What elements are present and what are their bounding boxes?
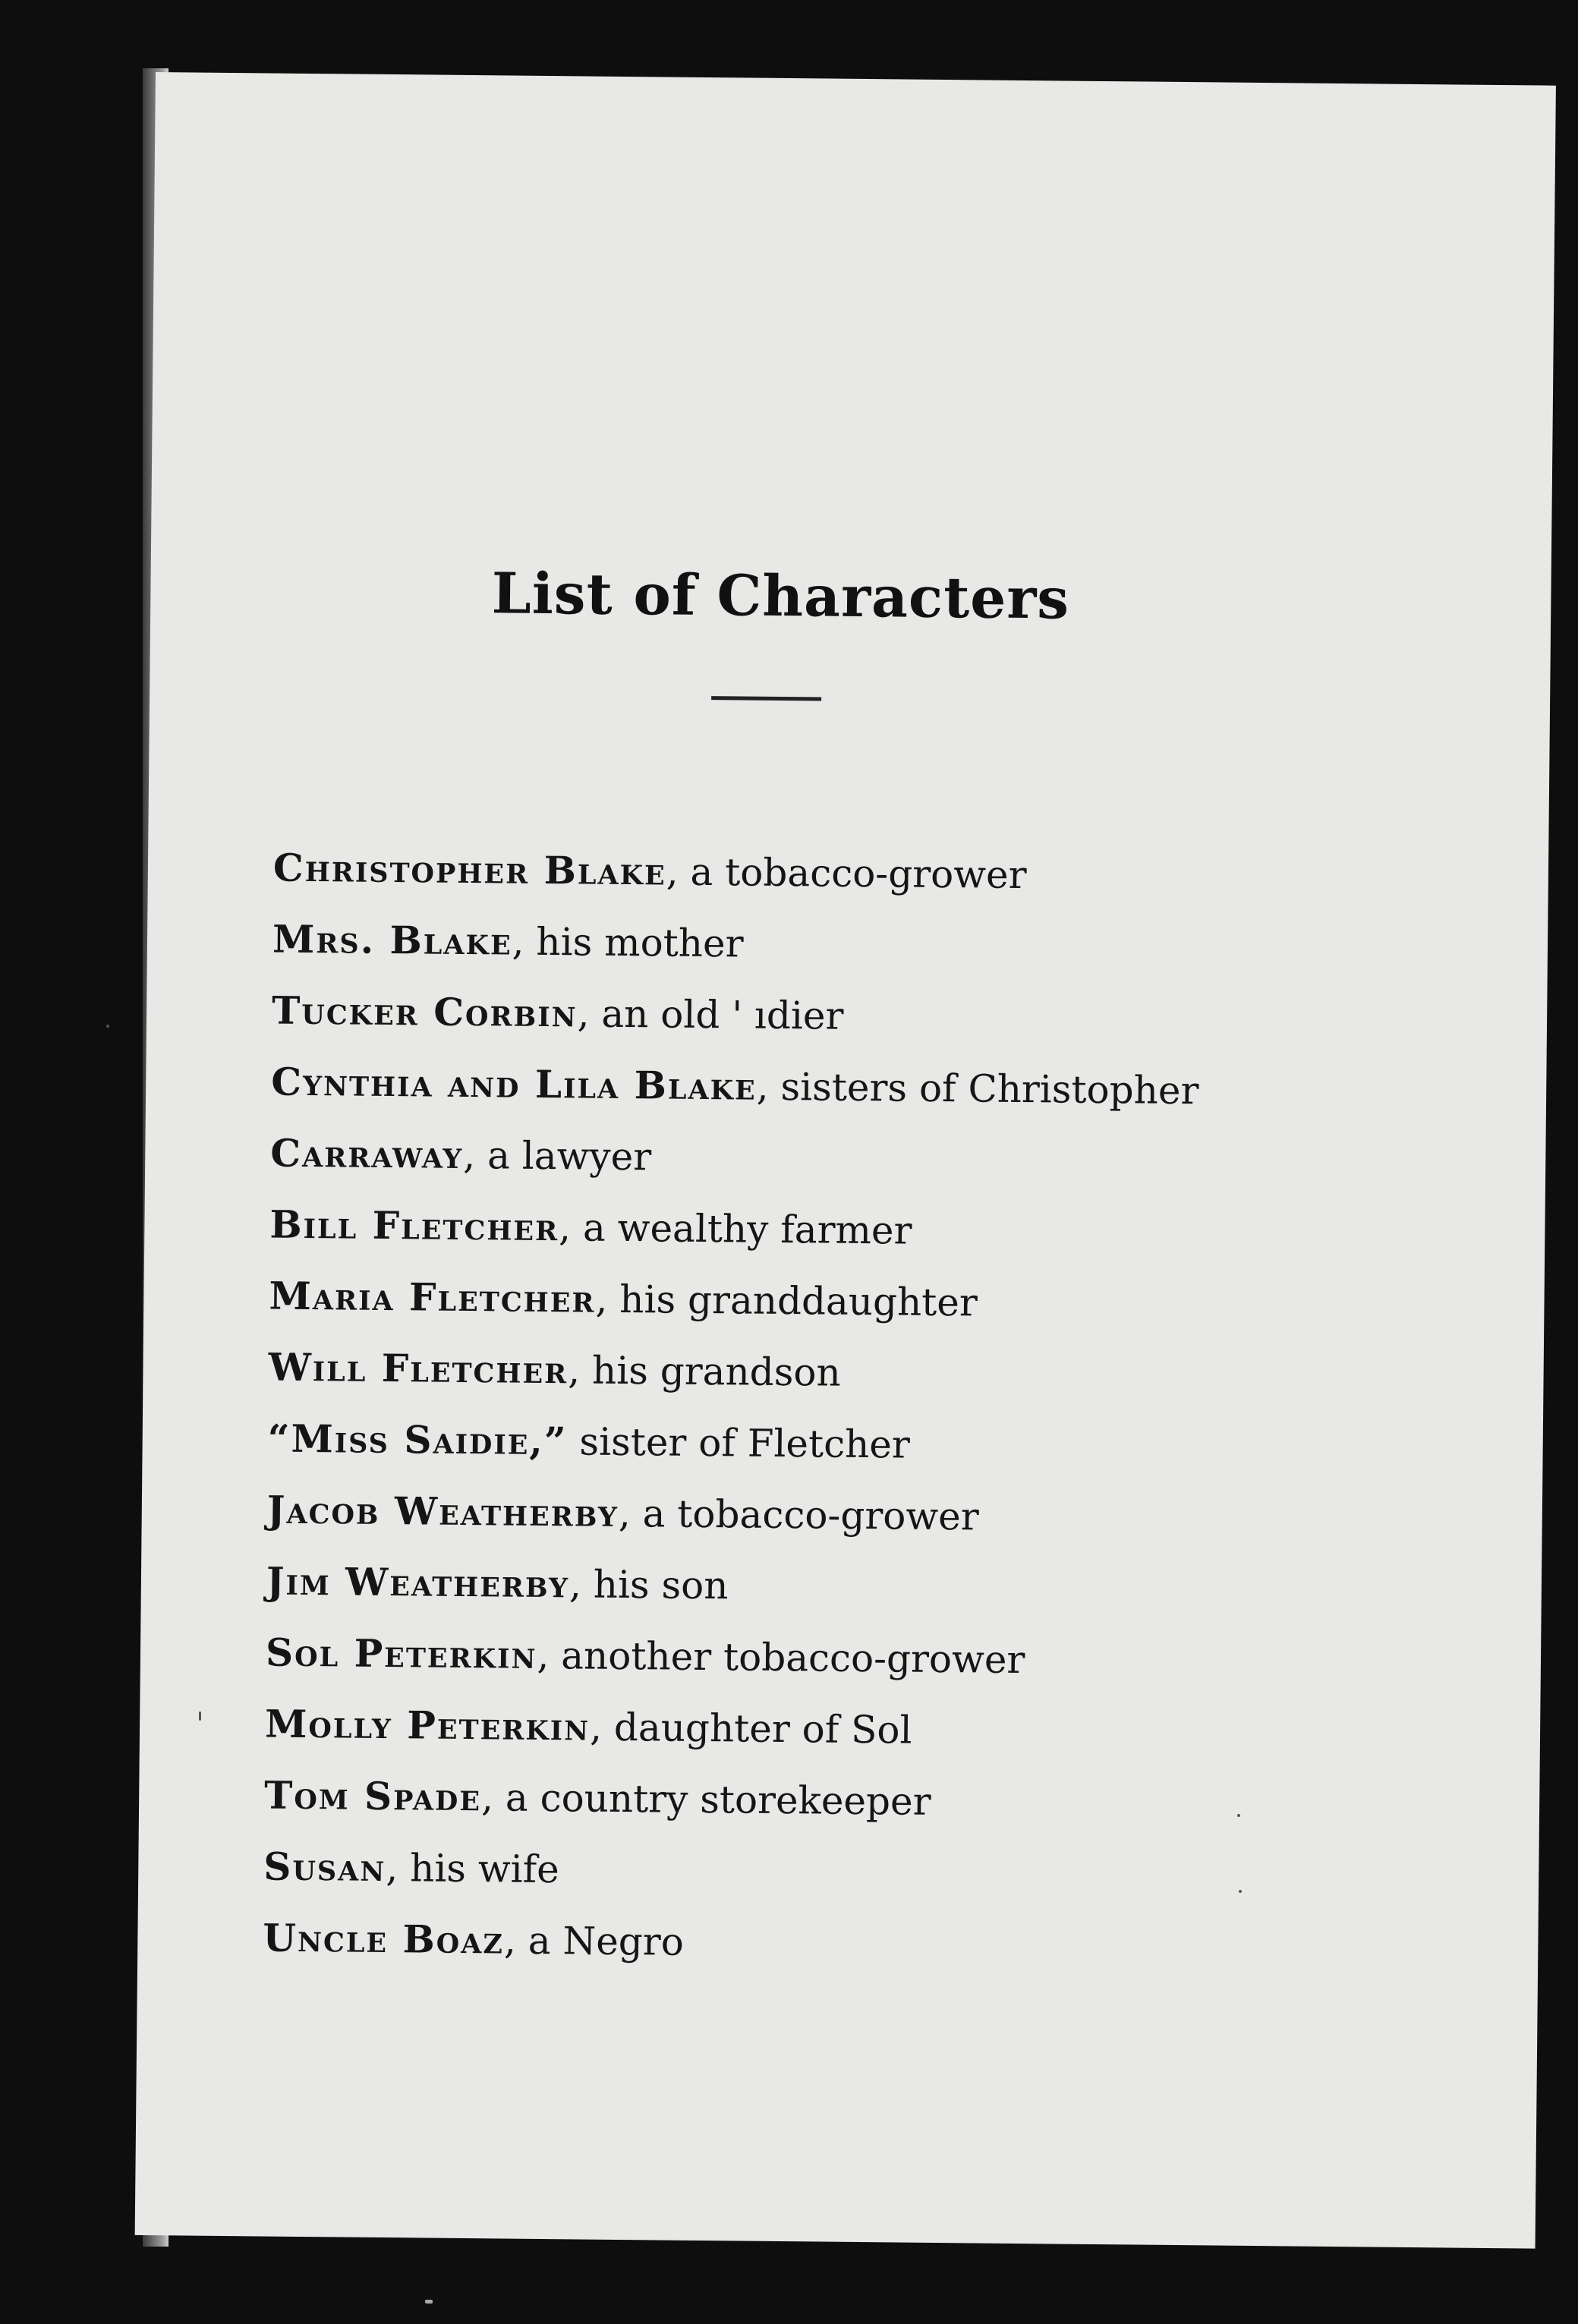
character-name: Molly Peterkin — [264, 1701, 591, 1749]
list-item — [272, 833, 1503, 916]
character-name: Carraway — [270, 1130, 464, 1177]
character-name: Susan — [263, 1844, 386, 1891]
character-description: , sisters of Christopher — [756, 1064, 1199, 1113]
character-description: , his granddaughter — [595, 1277, 978, 1325]
dust-speck — [106, 1025, 109, 1028]
list-item — [272, 975, 1502, 1059]
character-description: , his wife — [386, 1846, 560, 1892]
list-item — [268, 1332, 1498, 1415]
dust-speck — [1239, 1890, 1242, 1893]
list-item — [271, 1047, 1501, 1130]
list-item — [263, 1902, 1493, 1985]
character-description: , his mother — [512, 919, 744, 966]
dust-speck — [425, 2300, 433, 2304]
character-name: Uncle Boaz — [263, 1915, 505, 1963]
list-item — [272, 904, 1503, 987]
character-description: , another tobacco-grower — [537, 1633, 1025, 1683]
list-item — [269, 1261, 1499, 1344]
list-item — [264, 1759, 1495, 1843]
character-name: “Miss Saidie,” — [267, 1415, 568, 1464]
character-description: , a lawyer — [463, 1132, 652, 1179]
character-name: Will Fletcher — [268, 1344, 569, 1393]
list-item — [266, 1617, 1496, 1700]
character-description: sister of Fletcher — [567, 1419, 911, 1467]
character-name: Mrs. Blake — [272, 916, 512, 964]
character-description: , daughter of Sol — [589, 1705, 912, 1752]
list-item — [267, 1403, 1498, 1487]
character-name: Jim Weatherby — [266, 1558, 570, 1607]
character-description: , a country storekeeper — [480, 1775, 931, 1824]
page-sheet — [135, 72, 1556, 2249]
character-description: , a tobacco-grower — [618, 1491, 979, 1539]
character-name: Tucker Corbin — [271, 987, 578, 1036]
character-description: , a wealthy farmer — [558, 1205, 912, 1253]
list-item — [263, 1831, 1494, 1914]
list-item — [265, 1688, 1495, 1771]
character-name: Cynthia and Lila Blake — [270, 1059, 758, 1109]
list-item — [269, 1189, 1500, 1273]
character-name: Maria Fletcher — [269, 1273, 596, 1321]
character-list — [263, 833, 1503, 1985]
character-name: Tom Spade — [263, 1772, 482, 1820]
character-description: , his grandson — [568, 1348, 841, 1395]
character-name: Bill Fletcher — [269, 1201, 559, 1250]
title-rule — [711, 696, 821, 701]
dust-speck — [1237, 1814, 1240, 1817]
character-description: , a tobacco-grower — [666, 849, 1027, 898]
character-name: Jacob Weatherby — [266, 1487, 619, 1535]
page-title: List of Characters — [491, 561, 1070, 632]
character-name: Sol Peterkin — [265, 1630, 537, 1677]
character-description: , his son — [569, 1562, 729, 1608]
character-name: Christopher Blake — [272, 845, 667, 894]
dust-speck — [199, 1712, 201, 1721]
character-description: , an old ' ıdier — [577, 991, 844, 1038]
list-item — [270, 1118, 1501, 1201]
list-item — [266, 1474, 1497, 1557]
character-description: , a Negro — [503, 1918, 685, 1964]
list-item — [266, 1545, 1496, 1629]
